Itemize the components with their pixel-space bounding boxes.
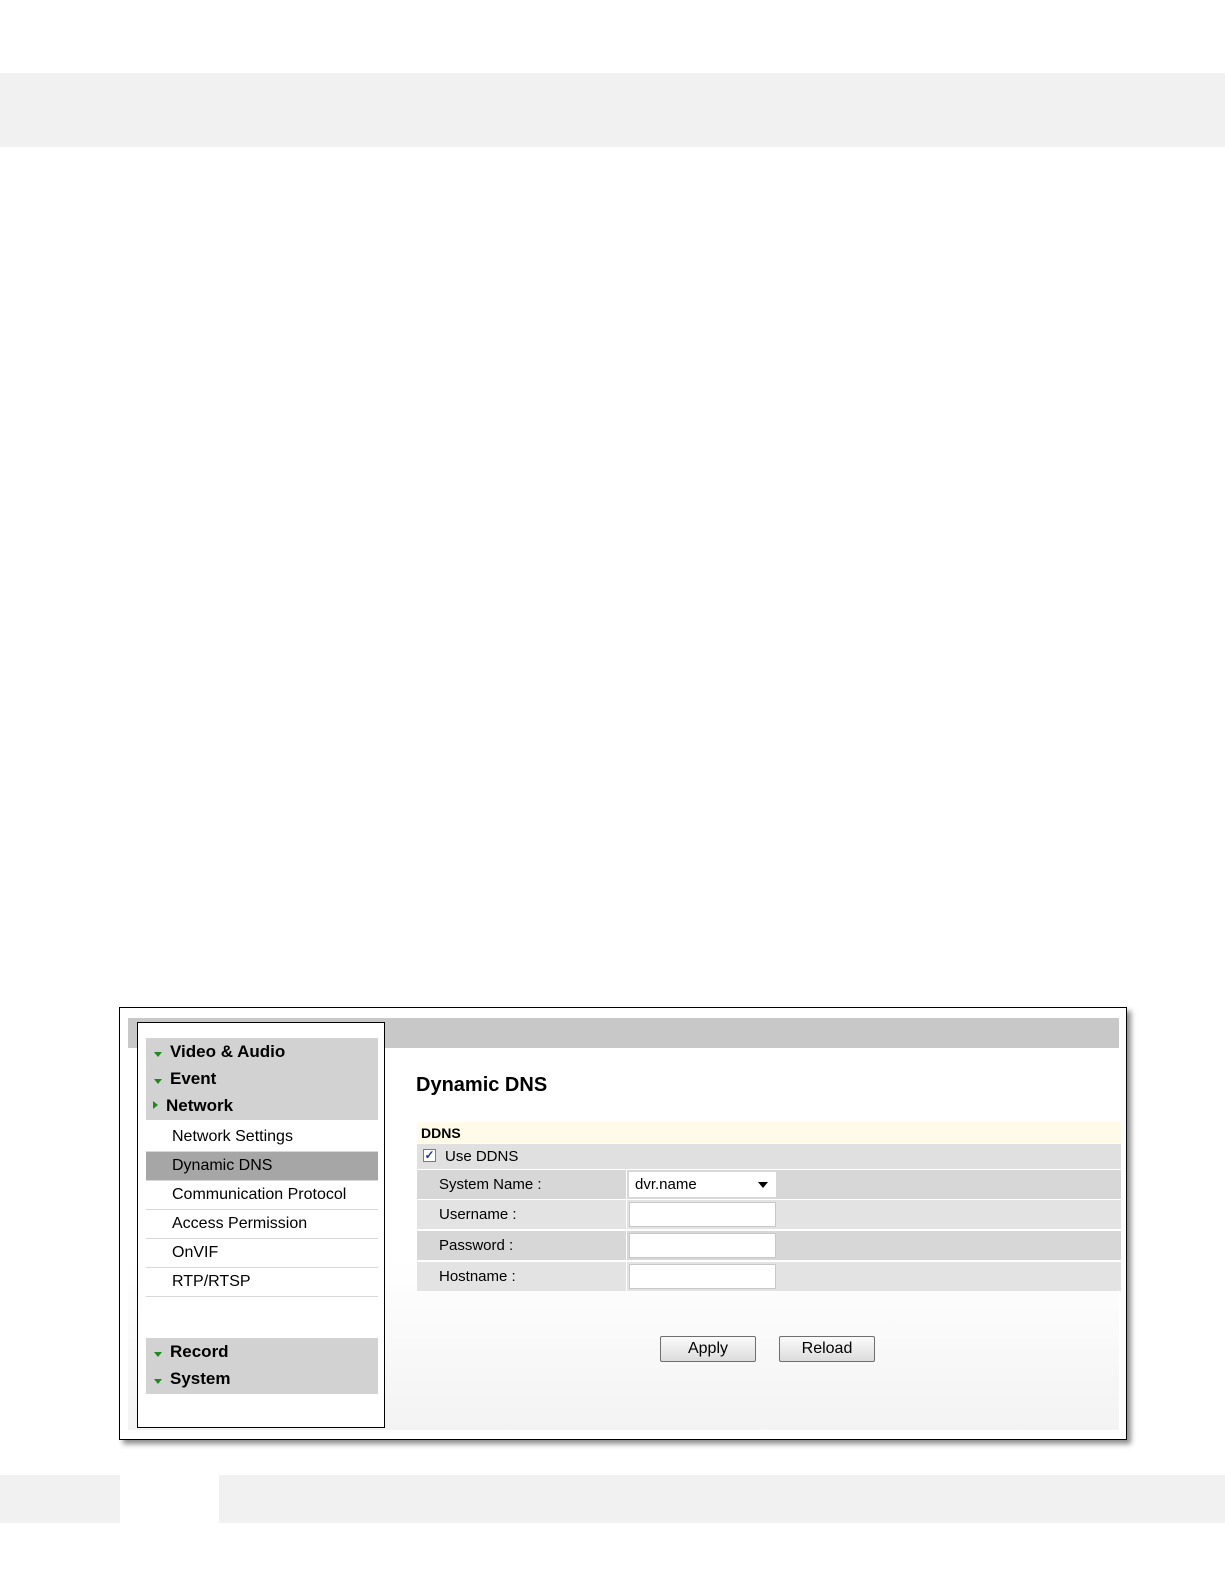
menu-video-audio[interactable]: [146, 1038, 378, 1065]
form-row-password: [417, 1231, 1121, 1260]
field-label: System Name :: [417, 1170, 627, 1199]
field-label: Password :: [417, 1231, 627, 1260]
menu-record[interactable]: [146, 1338, 378, 1365]
network-submenu: [146, 1123, 378, 1297]
menu-label: Network: [166, 1096, 234, 1115]
sidebar-item-rtp-rtsp[interactable]: RTP/RTSP: [146, 1268, 378, 1297]
expand-arrow-icon: [154, 1379, 162, 1384]
form-row-system-name: [417, 1170, 1121, 1199]
field-label: Hostname :: [417, 1262, 627, 1291]
use-ddns-row: [417, 1144, 1121, 1169]
form-row-username: [417, 1200, 1121, 1229]
sidebar-item-dynamic-dns[interactable]: Dynamic DNS: [146, 1152, 378, 1181]
select-value: dvr.name: [635, 1176, 697, 1193]
password-input[interactable]: [629, 1233, 776, 1258]
expand-arrow-icon: [154, 1052, 162, 1057]
section-header-ddns: DDNS: [417, 1122, 1121, 1143]
sidebar-item-access-permission[interactable]: Access Permission: [146, 1210, 378, 1239]
field-label: Username :: [417, 1200, 627, 1229]
bottom-band-left: [0, 1475, 120, 1523]
apply-button[interactable]: Apply: [660, 1336, 756, 1362]
menu-label: Event: [170, 1069, 217, 1088]
top-band: [0, 73, 1225, 147]
bottom-band-right: [219, 1475, 1225, 1523]
use-ddns-checkbox[interactable]: ✓: [424, 1148, 435, 1162]
menu-label: Video & Audio: [170, 1042, 286, 1061]
sidebar-item-network-settings[interactable]: Network Settings: [146, 1123, 378, 1152]
sidebar: [137, 1022, 385, 1428]
expand-arrow-icon: [154, 1352, 162, 1357]
menu-label: System: [170, 1369, 231, 1388]
sidebar-item-onvif[interactable]: OnVIF: [146, 1239, 378, 1268]
dropdown-arrow-icon: [758, 1182, 768, 1188]
menu-network[interactable]: [146, 1092, 378, 1119]
sidebar-item-communication-protocol[interactable]: Communication Protocol: [146, 1181, 378, 1210]
username-input[interactable]: [629, 1202, 776, 1227]
menu-label: Record: [170, 1342, 229, 1361]
use-ddns-label: Use DDNS: [445, 1148, 519, 1165]
menu-group-top: [146, 1038, 378, 1120]
system-name-select[interactable]: [629, 1172, 776, 1197]
page-title: Dynamic DNS: [416, 1074, 548, 1096]
menu-event[interactable]: [146, 1065, 378, 1092]
collapse-arrow-icon: [153, 1101, 158, 1109]
form-row-hostname: [417, 1262, 1121, 1291]
menu-group-bottom: [146, 1338, 378, 1394]
reload-button[interactable]: Reload: [779, 1336, 875, 1362]
hostname-input[interactable]: [629, 1264, 776, 1289]
expand-arrow-icon: [154, 1079, 162, 1084]
menu-system[interactable]: [146, 1365, 378, 1392]
